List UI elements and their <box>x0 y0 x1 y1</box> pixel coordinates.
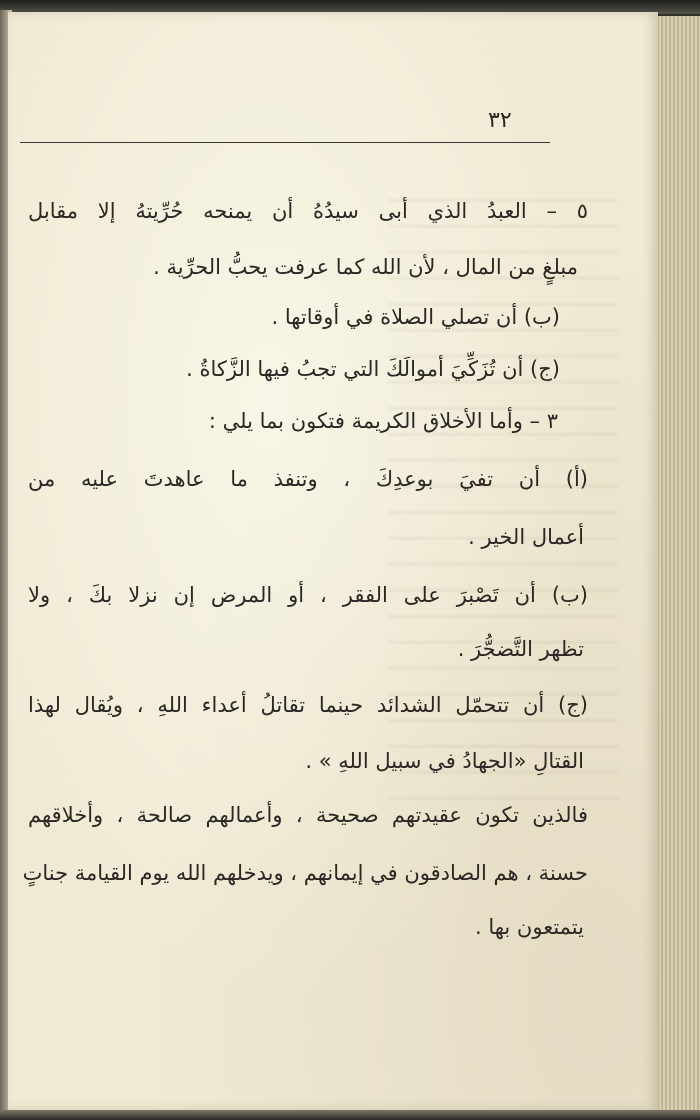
paper-page <box>8 12 658 1110</box>
text-line: ٣ – وأما الأخلاق الكريمة فتكون بما يلي : <box>208 409 558 433</box>
header-rule <box>20 142 550 143</box>
page-number: ٣٢ <box>488 108 512 133</box>
text-line: مبلغٍ من المال ، لأن الله كما عرفت يحبُّ الحرِّية . <box>153 255 578 279</box>
text-line: ٥ – العبدُ الذي أبى سيدُهُ أن يمنحه حُرِّيتهُ إلا مقابل <box>28 199 588 223</box>
text-line: (ج) أن تُزَكِّيَ أموالَكَ التي تجبُ فيها الزَّكاةُ . <box>186 357 560 381</box>
text-line: (ج) أن تتحمّل الشدائد حينما تقاتلُ أعداء اللهِ ، ويُقال لهذا <box>28 693 588 717</box>
text-line: (ب) أن تصلي الصلاة في أوقاتها . <box>271 305 560 329</box>
text-line: القتالِ «الجهادُ في سبيل اللهِ » . <box>305 749 584 773</box>
bottom-shadow <box>0 1110 700 1120</box>
page-stack-edges <box>655 16 700 1114</box>
text-line: (أ) أن تفيَ بوعدِكَ ، وتنفذ ما عاهدتَ عليه من <box>28 467 588 491</box>
text-line: فالذين تكون عقيدتهم صحيحة ، وأعمالهم صالحة ، وأخلاقهم <box>28 803 588 827</box>
text-line: يتمتعون بها . <box>474 915 584 939</box>
text-line: أعمال الخير . <box>468 525 584 549</box>
text-line: حسنة ، هم الصادقون في إيمانهم ، ويدخلهم الله يوم القيامة جناتٍ <box>22 861 588 885</box>
text-line: (ب) أن تَصْبرَ على الفقر ، أو المرض إن نزلا بكَ ، ولا <box>28 583 588 607</box>
text-line: تظهر التَّضجُّرَ . <box>457 637 584 661</box>
